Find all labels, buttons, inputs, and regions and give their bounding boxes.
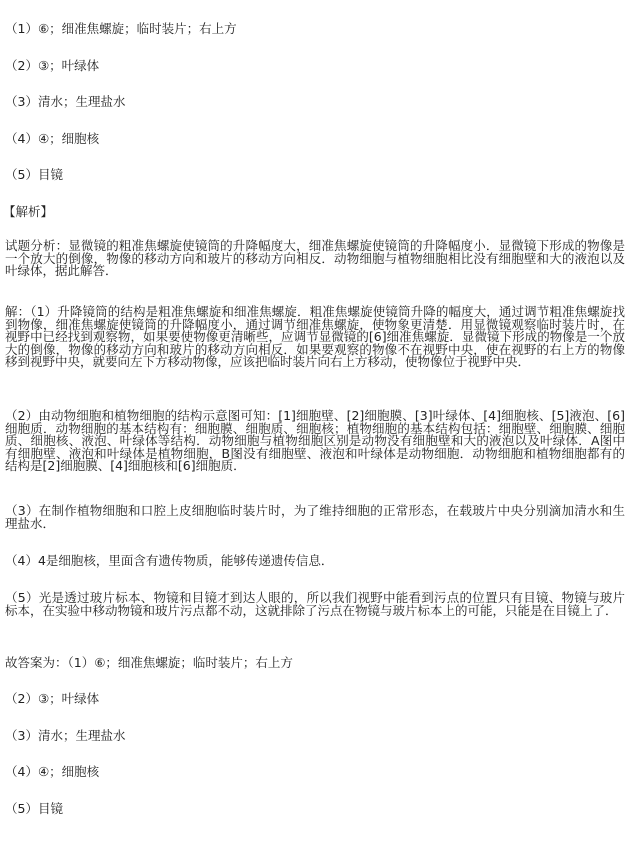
- answer-line-1: （1）⑥；细准焦螺旋；临时装片；右上方: [5, 21, 237, 36]
- analysis-paragraph-2: （2）由动物细胞和植物细胞的结构示意图可知：[1]细胞壁、[2]细胞膜、[3]叶绿体、[4]细胞核、[5]液泡、[6]细胞质．动物细胞的基本结构有：细胞膜、细胞质、细胞核；植物细胞的基本结构包括：细胞壁、细胞膜、细胞质、细胞核、液泡、叶绿体等结构．动物细胞与植物细胞区别是动物没有细胞壁和大的液泡以及叶绿体．A图中有细胞壁、液泡和叶绿体是植物细胞，B图没有细胞壁、液泡和叶绿体是动物细胞．动物细胞和植物细胞都有的结构是[2]细胞膜、[4]细胞核和[6]细胞质．: [5, 408, 625, 473]
- analysis-paragraph-3: （3）在制作植物细胞和口腔上皮细胞临时装片时，为了维持细胞的正常形态，在载玻片中央分别滴加清水和生理盐水．: [5, 503, 625, 531]
- final-answer-line-2: （2）③；叶绿体: [5, 691, 100, 706]
- answer-line-4: （4）④；细胞核: [5, 131, 100, 146]
- final-answer-line-5: （5）目镜: [5, 801, 63, 816]
- final-answer-line-3: （3）清水；生理盐水: [5, 728, 126, 743]
- answer-line-2: （2）③；叶绿体: [5, 58, 100, 73]
- answer-line-5: （5）目镜: [5, 167, 63, 182]
- analysis-paragraph-1: 解：（1）升降镜筒的结构是粗准焦螺旋和细准焦螺旋．粗准焦螺旋使镜筒升降的幅度大，通过调节粗准焦螺旋找到物像，细准焦螺旋使镜筒的升降幅度小，通过调节细准焦螺旋，使物象更清楚．用显微镜观察临时装片时，在视野中已经找到观察物，如果要使物像更清晰些，应调节显微镜的[6]细准焦螺旋．显微镜下形成的物像是一个放大的倒像，物像的移动方向和玻片的移动方向相反．如果要观察的物像不在视野中央，使在视野的右上方的物像移到视野中央，就要向左下方移动物像，应该把临时装片向右上方移动，使物像位于视野中央．: [5, 304, 625, 369]
- analysis-paragraph-4: （4）4是细胞核，里面含有遗传物质，能够传递遗传信息．: [5, 553, 334, 568]
- analysis-paragraph-5: （5）光是透过玻片标本、物镜和目镜才到达人眼的，所以我们视野中能看到污点的位置只有目镜、物镜与玻片标本，在实验中移动物镜和玻片污点都不动，这就排除了污点在物镜与玻片标本上的可能，只能是在目镜上了．: [5, 590, 625, 618]
- final-answer-line-4: （4）④；细胞核: [5, 764, 100, 779]
- analysis-header: 【解析】: [3, 204, 54, 219]
- analysis-summary: 试题分析：显微镜的粗准焦螺旋使镜筒的升降幅度大，细准焦螺旋使镜筒的升降幅度小．显微镜下形成的物像是一个放大的倒像，物像的移动方向和玻片的移动方向相反．动物细胞与植物细胞相比没有细胞壁和大的液泡以及叶绿体，据此解答．: [5, 238, 625, 278]
- answer-line-3: （3）清水；生理盐水: [5, 94, 126, 109]
- final-answer-line-1: 故答案为：（1）⑥；细准焦螺旋；临时装片；右上方: [5, 655, 293, 670]
